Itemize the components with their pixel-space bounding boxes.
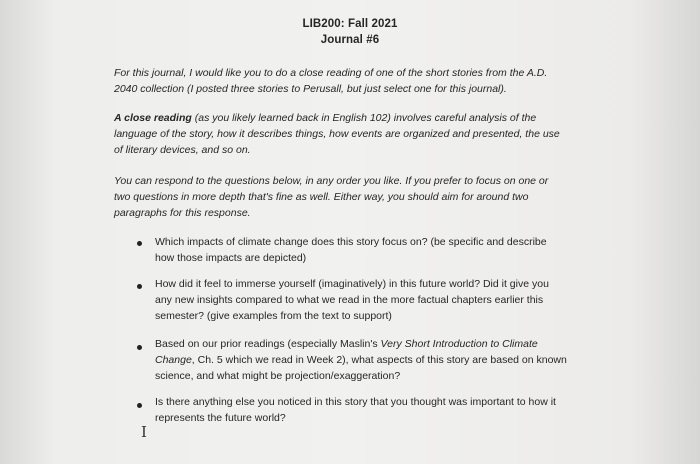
question-line [155, 352, 625, 368]
bullet-icon [137, 345, 142, 350]
intro-line: 2040 collection (I posted three stories to Perusall, but just select one for this journal). [114, 83, 507, 95]
instructions-line: You can respond to the questions below, in any order you like. If you prefer to focus on one or [114, 175, 549, 187]
intro-paragraph [114, 65, 624, 97]
question-line [155, 336, 625, 352]
question-item [155, 394, 625, 426]
intro-line: For this journal, I would like you to do a close reading of one of the short stories from the A.D. [114, 67, 548, 79]
instructions-paragraph [114, 173, 624, 221]
bullet-icon [137, 403, 142, 408]
text-cursor-icon: I [141, 423, 147, 441]
question-item [155, 276, 625, 324]
question-item [155, 234, 625, 266]
journal-title: Journal #6 [320, 34, 380, 46]
question-line: how those impacts are depicted) [155, 252, 307, 264]
close-reading-line: language of the story, how it describes things, how events are organized and presented, the use [114, 128, 560, 140]
close-reading-line: of literary devices, and so on. [114, 144, 251, 156]
course-title: LIB200: Fall 2021 [302, 18, 398, 30]
question-line: Which impacts of climate change does this story focus on? (be specific and describe [155, 236, 547, 248]
instructions-line: two questions in more depth that's fine as well. Either way, you should aim for around two [114, 191, 529, 203]
book-title: Change [155, 354, 192, 366]
question-line: semester? (give examples from the text to support) [155, 310, 392, 322]
bullet-icon [137, 284, 142, 289]
question-item [155, 336, 625, 384]
instructions-line: paragraphs for this response. [114, 207, 251, 219]
question-line: Is there anything else you noticed in this story that you thought was important to how it [155, 396, 556, 408]
close-reading-paragraph [114, 110, 624, 158]
question-text: Based on our prior readings (especially Maslin's [155, 338, 381, 350]
question-text: , Ch. 5 which we read in Week 2), what aspects of this story are based on known [191, 354, 567, 366]
close-reading-text: (as you likely learned back in English 102) involves careful analysis of the [191, 112, 537, 124]
question-line: science, and what might be projection/exaggeration? [155, 370, 401, 382]
bullet-icon [137, 241, 142, 246]
question-line: represents the future world? [155, 412, 286, 424]
close-reading-term: A close reading [114, 112, 192, 124]
document-header [0, 16, 700, 48]
book-title: Very Short Introduction to Climate [380, 338, 538, 350]
question-line: How did it feel to immerse yourself (imaginatively) in this future world? Did it give you [155, 278, 549, 290]
question-line: any new insights compared to what we read in the more factual chapters earlier this [155, 294, 544, 306]
close-reading-line [114, 110, 624, 126]
